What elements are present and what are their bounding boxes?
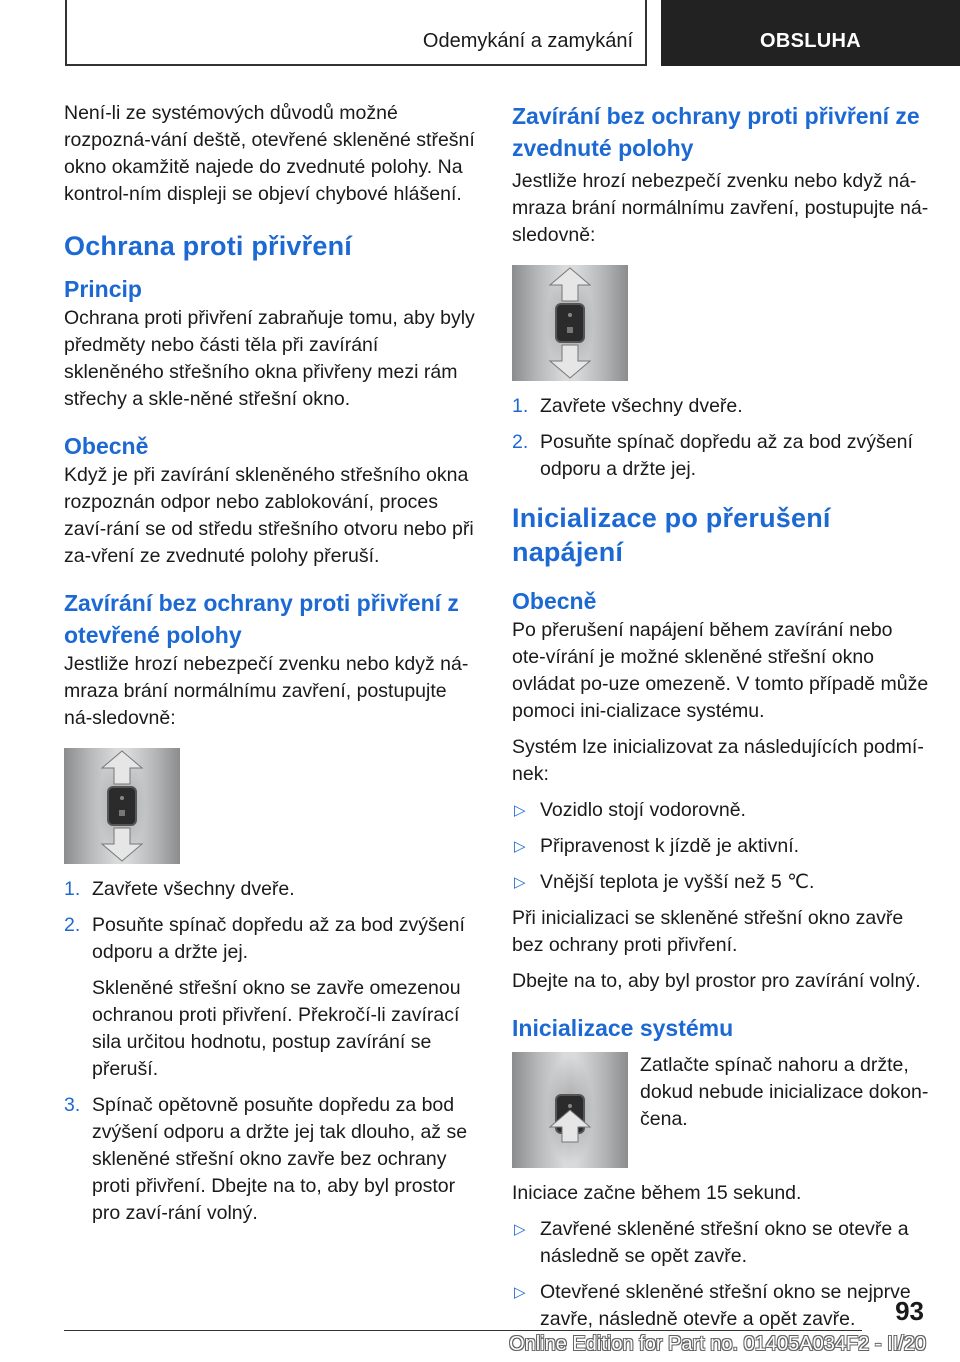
heading-principle: Princip <box>64 276 142 302</box>
principle-text: Ochrana proti přivření zabraňuje tomu, aby byly předměty nebo části těla při zavírání skleněného střešního okna přivřeny mezi rám střechy a skle-něné střešní okno. <box>64 307 475 410</box>
step-number: 1. <box>64 878 81 900</box>
right-steps-list <box>512 393 930 483</box>
roof-switch-icon <box>107 786 137 826</box>
list-item <box>512 1216 930 1270</box>
heading-system-init: Inicializace systému <box>512 1015 734 1041</box>
list-item <box>512 393 930 420</box>
heading-general: Obecně <box>64 433 149 459</box>
init-items-list <box>512 1216 930 1333</box>
step-number: 2. <box>512 431 529 453</box>
footer-divider <box>64 1330 862 1331</box>
step-note: Skleněné střešní okno se zavře omezenou ochranou proti přivření. Překročí-li zavírací sila určitou hodnotu, postup zavírání se přeruší. <box>92 977 461 1080</box>
step-number: 1. <box>512 395 529 417</box>
switch-up-image <box>512 1052 628 1168</box>
condition-text: Vnější teplota je vyšší než 5 ℃. <box>540 871 815 893</box>
condition-text: Připravenost k jízdě je aktivní. <box>540 835 800 857</box>
condition-text: Vozidlo stojí vodorovně. <box>540 799 746 821</box>
init-general-text: Po přerušení napájení během zavírání nebo ote-vírání je možné skleněné střešní okno ovládat po-uze omezeně. V tomto případě může pomoci ini-cializace systému. <box>512 619 929 722</box>
push-up-arrow-icon <box>512 1052 628 1168</box>
bullet-triangle-icon: ▷ <box>514 1221 526 1238</box>
left-steps-list <box>64 876 480 1227</box>
init-instruction: Zatlačte spínač nahoru a držte, dokud nebude inicializace dokon-čena. <box>640 1054 929 1130</box>
bullet-triangle-icon: ▷ <box>514 874 526 891</box>
switch-forward-image <box>64 748 180 864</box>
list-item <box>512 797 930 824</box>
list-item <box>64 876 480 903</box>
list-item <box>512 1279 930 1333</box>
list-item <box>512 833 930 860</box>
bullet-triangle-icon: ▷ <box>514 802 526 819</box>
list-item <box>64 1092 480 1227</box>
bullet-triangle-icon: ▷ <box>514 1284 526 1301</box>
bullet-triangle-icon: ▷ <box>514 838 526 855</box>
intro-paragraph: Není-li ze systémových důvodů možné rozpozná-vání deště, otevřené skleněné střešní okno okamžitě najede do zvednuté polohy. Na kontrol-ním displeji se objeví chybové hlášení. <box>64 102 475 205</box>
init-note: Při inicializaci se skleněné střešní okno zavře bez ochrany proti přivření. <box>512 907 904 956</box>
init-item-text: Zavřené skleněné střešní okno se otevře a následně se opět zavře. <box>540 1218 909 1267</box>
page-number: 93 <box>895 1296 924 1326</box>
general-text: Když je při zavírání skleněného střešního okna rozpoznán odpor nebo zablokování, proces zaví-rání se od středu střešního otvoru nebo při za-vření ze zvednuté polohy přeruší. <box>64 464 474 567</box>
step-text: Posuňte spínač dopředu až za bod zvýšení odporu a držte jej. <box>540 431 913 480</box>
close-from-raised-text: Jestliže hrozí nebezpečí zvenku nebo když ná-mraza brání normálnímu zavření, postupujte ná-sledovně: <box>512 170 929 246</box>
conditions-list <box>512 797 930 896</box>
conditions-intro: Systém lze inicializovat za následujících podmí-nek: <box>512 736 924 785</box>
step-text: Spínač opětovně posuňte dopředu za bod zvýšení odporu a držte jej tak dlouho, až se skleněné střešní okno zavře bez ochrany proti přivření. Dbejte na to, aby byl prostor pro zaví-rání volný. <box>92 1094 468 1224</box>
heading-anti-pinch: Ochrana proti přivření <box>64 231 352 261</box>
list-item <box>512 869 930 896</box>
step-number: 3. <box>64 1094 81 1116</box>
heading-general-right: Obecně <box>512 588 597 614</box>
heading-close-from-raised: Zavírání bez ochrany proti přivření ze zvednuté polohy <box>512 103 920 161</box>
list-item <box>512 429 930 483</box>
section-title: Odemykání a zamykání <box>422 30 633 52</box>
heading-close-from-open: Zavírání bez ochrany proti přivření z otevřené polohy <box>64 590 459 648</box>
chapter-tab <box>661 0 960 66</box>
edition-note: Online Edition for Part no. 01405A034F2 - II/20 <box>509 1333 926 1355</box>
step-text: Zavřete všechny dveře. <box>540 395 743 417</box>
list-item <box>64 912 480 1083</box>
section-tab <box>65 0 647 66</box>
step-text: Zavřete všechny dveře. <box>92 878 295 900</box>
right-column <box>512 100 930 1342</box>
heading-init-after-power: Inicializace po přerušení napájení <box>512 503 831 567</box>
roof-switch-icon <box>555 303 585 343</box>
step-text: Posuňte spínač dopředu až za bod zvýšení odporu a držte jej. <box>92 914 465 963</box>
left-column <box>64 100 480 1236</box>
init-row <box>512 1052 930 1168</box>
close-from-open-text: Jestliže hrozí nebezpečí zvenku nebo když ná-mraza brání normálnímu zavření, postupujte ná-sledovně: <box>64 653 469 729</box>
switch-forward-image <box>512 265 628 381</box>
init-start: Iniciace začne během 15 sekund. <box>512 1182 802 1204</box>
init-item-text: Otevřené skleněné střešní okno se nejprve zavře, následně otevře a opět zavře. <box>540 1281 911 1330</box>
page-header <box>65 0 960 66</box>
init-note-2: Dbejte na to, aby byl prostor pro zavírání volný. <box>512 970 921 992</box>
chapter-title: OBSLUHA <box>760 30 861 52</box>
step-number: 2. <box>64 914 81 936</box>
